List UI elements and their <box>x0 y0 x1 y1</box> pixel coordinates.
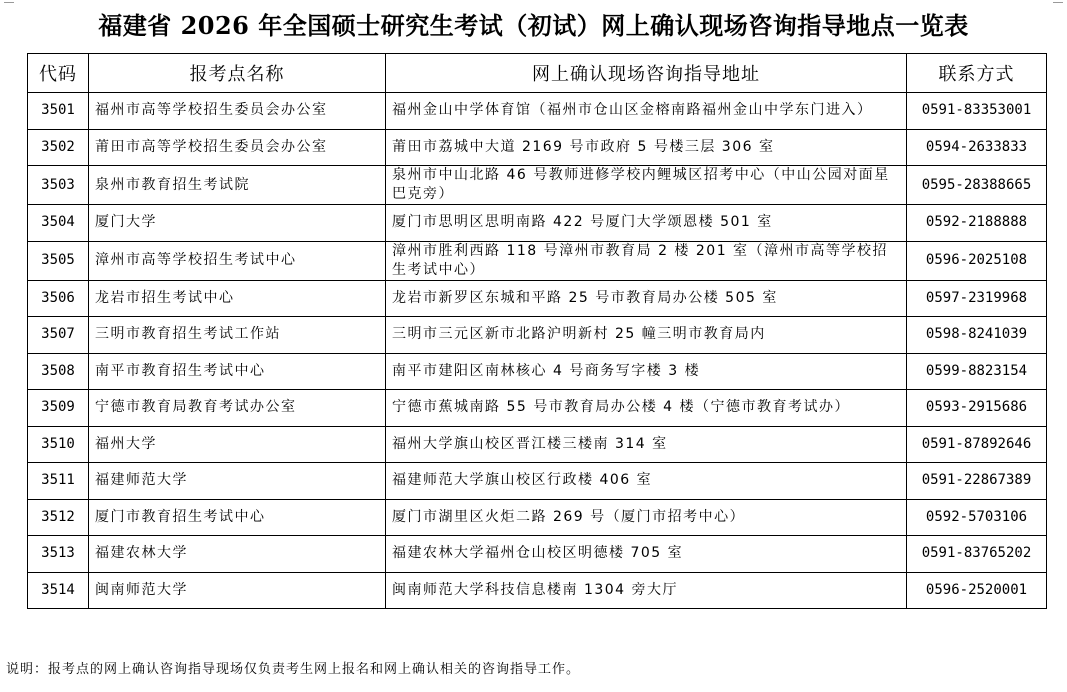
cell-address: 闽南师范大学科技信息楼南 1304 旁大厅 <box>386 572 907 609</box>
cell-phone: 0592-2188888 <box>907 205 1047 242</box>
cell-code: 3513 <box>28 536 89 573</box>
table-row <box>28 280 1047 317</box>
cell-code: 3504 <box>28 205 89 242</box>
cell-site-name: 厦门市教育招生考试中心 <box>89 499 386 536</box>
cell-site-name: 莆田市高等学校招生委员会办公室 <box>89 129 386 166</box>
cell-site-name: 福州大学 <box>89 426 386 463</box>
cell-address: 莆田市荔城中大道 2169 号市政府 5 号楼三层 306 室 <box>386 129 907 166</box>
cell-site-name: 福州市高等学校招生委员会办公室 <box>89 93 386 130</box>
footnote: 说明：报考点的网上确认咨询指导现场仅负责考生网上报名和网上确认相关的咨询指导工作。 <box>6 662 581 677</box>
cell-address: 泉州市中山北路 46 号教师进修学校内鲤城区招考中心（中山公园对面星巴克旁） <box>386 166 907 205</box>
cell-site-name: 福建农林大学 <box>89 536 386 573</box>
cell-phone: 0598-8241039 <box>907 317 1047 354</box>
table-row <box>28 390 1047 427</box>
cell-site-name: 宁德市教育局教育考试办公室 <box>89 390 386 427</box>
cell-phone: 0591-22867389 <box>907 463 1047 500</box>
cell-phone: 0593-2915686 <box>907 390 1047 427</box>
cell-site-name: 南平市教育招生考试中心 <box>89 353 386 390</box>
table-row <box>28 353 1047 390</box>
cell-address: 三明市三元区新市北路沪明新村 25 幢三明市教育局内 <box>386 317 907 354</box>
table-row <box>28 317 1047 354</box>
table-row <box>28 129 1047 166</box>
cell-phone: 0596-2520001 <box>907 572 1047 609</box>
cell-code: 3511 <box>28 463 89 500</box>
consultation-sites-table <box>27 53 1047 609</box>
cell-site-name: 闽南师范大学 <box>89 572 386 609</box>
cell-code: 3507 <box>28 317 89 354</box>
header-contact: 联系方式 <box>907 54 1047 93</box>
cell-phone: 0596-2025108 <box>907 241 1047 280</box>
table-row <box>28 93 1047 130</box>
table-row <box>28 241 1047 280</box>
table-header-row <box>28 54 1047 93</box>
cell-address: 福建师范大学旗山校区行政楼 406 室 <box>386 463 907 500</box>
header-code: 代码 <box>28 54 89 93</box>
cell-address: 龙岩市新罗区东城和平路 25 号市教育局办公楼 505 室 <box>386 280 907 317</box>
cell-phone: 0591-83765202 <box>907 536 1047 573</box>
cell-address: 漳州市胜利西路 118 号漳州市教育局 2 楼 201 室（漳州市高等学校招生考试中心） <box>386 241 907 280</box>
cell-phone: 0591-87892646 <box>907 426 1047 463</box>
cell-phone: 0595-28388665 <box>907 166 1047 205</box>
cell-site-name: 福建师范大学 <box>89 463 386 500</box>
cell-code: 3503 <box>28 166 89 205</box>
table-row <box>28 166 1047 205</box>
cell-address: 宁德市蕉城南路 55 号市教育局办公楼 4 楼（宁德市教育考试办） <box>386 390 907 427</box>
cell-address: 福建农林大学福州仓山校区明德楼 705 室 <box>386 536 907 573</box>
cell-site-name: 三明市教育招生考试工作站 <box>89 317 386 354</box>
cell-code: 3505 <box>28 241 89 280</box>
table-row <box>28 463 1047 500</box>
cell-address: 福州金山中学体育馆（福州市仓山区金榕南路福州金山中学东门进入） <box>386 93 907 130</box>
header-address: 网上确认现场咨询指导地址 <box>386 54 907 93</box>
table-row <box>28 499 1047 536</box>
table-body <box>28 93 1047 609</box>
cell-code: 3514 <box>28 572 89 609</box>
cell-code: 3512 <box>28 499 89 536</box>
cell-code: 3510 <box>28 426 89 463</box>
cell-site-name: 厦门大学 <box>89 205 386 242</box>
cell-phone: 0599-8823154 <box>907 353 1047 390</box>
table-row <box>28 205 1047 242</box>
cell-address: 厦门市思明区思明南路 422 号厦门大学颂恩楼 501 室 <box>386 205 907 242</box>
cell-code: 3509 <box>28 390 89 427</box>
cell-address: 南平市建阳区南林核心 4 号商务写字楼 3 楼 <box>386 353 907 390</box>
cell-code: 3506 <box>28 280 89 317</box>
header-name: 报考点名称 <box>89 54 386 93</box>
cell-phone: 0597-2319968 <box>907 280 1047 317</box>
page-title: 福建省 2026 年全国硕士研究生考试（初试）网上确认现场咨询指导地点一览表 <box>98 11 969 40</box>
cell-phone: 0591-83353001 <box>907 93 1047 130</box>
cell-site-name: 漳州市高等学校招生考试中心 <box>89 241 386 280</box>
cell-phone: 0592-5703106 <box>907 499 1047 536</box>
cell-address: 厦门市湖里区火炬二路 269 号（厦门市招考中心） <box>386 499 907 536</box>
cell-code: 3501 <box>28 93 89 130</box>
cell-code: 3502 <box>28 129 89 166</box>
table-row <box>28 572 1047 609</box>
cell-code: 3508 <box>28 353 89 390</box>
cell-site-name: 龙岩市招生考试中心 <box>89 280 386 317</box>
cell-phone: 0594-2633833 <box>907 129 1047 166</box>
cell-site-name: 泉州市教育招生考试院 <box>89 166 386 205</box>
cell-address: 福州大学旗山校区晋江楼三楼南 314 室 <box>386 426 907 463</box>
table-row <box>28 426 1047 463</box>
table-row <box>28 536 1047 573</box>
